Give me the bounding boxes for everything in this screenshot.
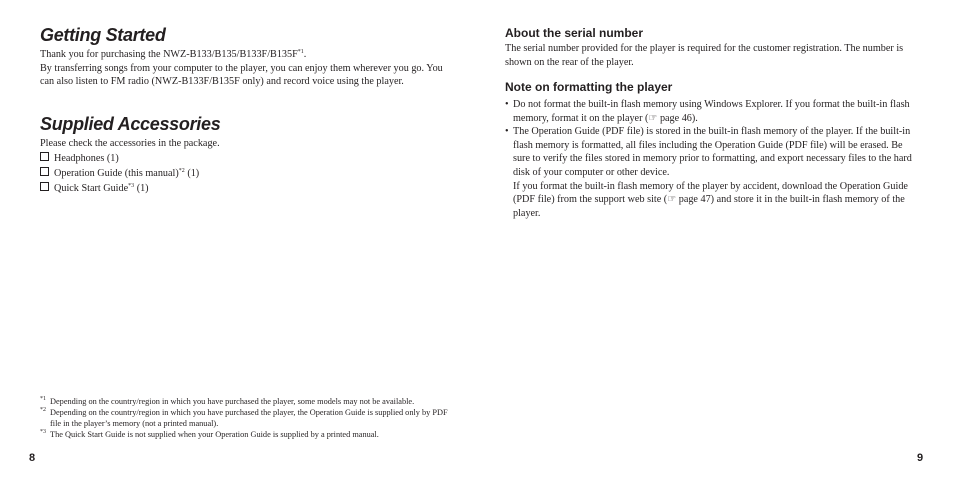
intro-paragraph (40, 48, 450, 62)
accessory-label: Operation Guide (this manual) (54, 168, 179, 179)
accessory-qty: (1) (134, 183, 149, 194)
list-item (505, 98, 917, 125)
left-page (40, 0, 450, 477)
serial-text: The serial number provided for the player is required for the customer registration. The number is shown on the rear of the player. (505, 43, 904, 68)
footnote (40, 429, 450, 440)
page-reference: page 47) and store it in the built-in flash memory of the player. (513, 194, 905, 219)
footnote-text: The Quick Start Guide is not supplied when your Operation Guide is supplied by a printed manual. (50, 430, 379, 439)
accessory-label: Headphones (1) (54, 153, 119, 164)
bullet-icon: • (505, 99, 509, 110)
accessory-item (40, 181, 450, 196)
bullet-text: Do not format the built-in flash memory using Windows Explorer. If you format the built-in flash memory, format it on the player ( (513, 99, 910, 124)
bullet-text: If you format the built-in flash memory of the player by accident, download the Operation Guide (PDF file) from the support web site ( (513, 180, 908, 206)
formatting-list (505, 98, 917, 220)
accessory-item (40, 166, 450, 181)
footnote-mark: *2 (40, 407, 46, 413)
footnote-ref: *2 (178, 168, 185, 174)
transfer-paragraph: By transferring songs from your computer to the player, you can enjoy them wherever you go. You can also listen to FM radio (NWZ-B133F/B135F only) and record voice using the player. (40, 62, 443, 88)
footnote-ref: *3 (128, 183, 135, 189)
formatting-heading: Note on formatting the player (505, 80, 673, 94)
bullet-text: The Operation Guide (PDF file) is stored in the built-in flash memory of the player. If the built-in flash memory is formatted, all files including the Operation Guide (PDF file) will be erased. Be sure to verify the files stored in memory prior to formatting, and export necessary files to the hard disk of your computer or other device. (513, 126, 912, 178)
supplied-accessories-heading: Supplied Accessories (40, 114, 221, 134)
getting-started-heading: Getting Started (40, 25, 166, 45)
intro-text: Thank you for purchasing the NWZ-B133/B135/B133F/B135F (40, 49, 298, 60)
page-reference: page 46). (657, 112, 698, 124)
accessory-item (40, 151, 450, 166)
footnote-text: Depending on the country/region in which you have purchased the player, the Operation Guide is supplied only by PDF file in the player’s memory (not a printed manual). (50, 408, 448, 428)
intro-text-end: . (303, 49, 307, 60)
footnote-text: Depending on the country/region in which you have purchased the player, some models may not be available. (50, 397, 415, 406)
accessory-label: Quick Start Guide (54, 183, 129, 194)
serial-heading: About the serial number (505, 26, 644, 40)
footnote (40, 407, 450, 429)
pointing-hand-icon: ☞ (667, 194, 677, 206)
page-number-right: 9 (917, 452, 924, 464)
checkbox-icon (40, 167, 49, 176)
footnote-mark: *1 (40, 396, 46, 402)
page-number-left: 8 (29, 452, 36, 464)
list-item (505, 125, 917, 220)
footnote (40, 396, 450, 407)
checkbox-icon (40, 182, 49, 191)
right-page (505, 0, 917, 477)
accessories-body (40, 137, 450, 196)
checkbox-icon (40, 152, 49, 161)
footnote-ref: *1 (297, 49, 304, 55)
footnotes (40, 396, 450, 440)
footnote-mark: *3 (40, 429, 46, 435)
pointing-hand-icon: ☞ (648, 112, 658, 124)
accessories-intro: Please check the accessories in the package. (40, 138, 220, 149)
bullet-icon: • (505, 126, 509, 138)
getting-started-body (40, 48, 450, 89)
accessory-qty: (1) (184, 168, 200, 179)
